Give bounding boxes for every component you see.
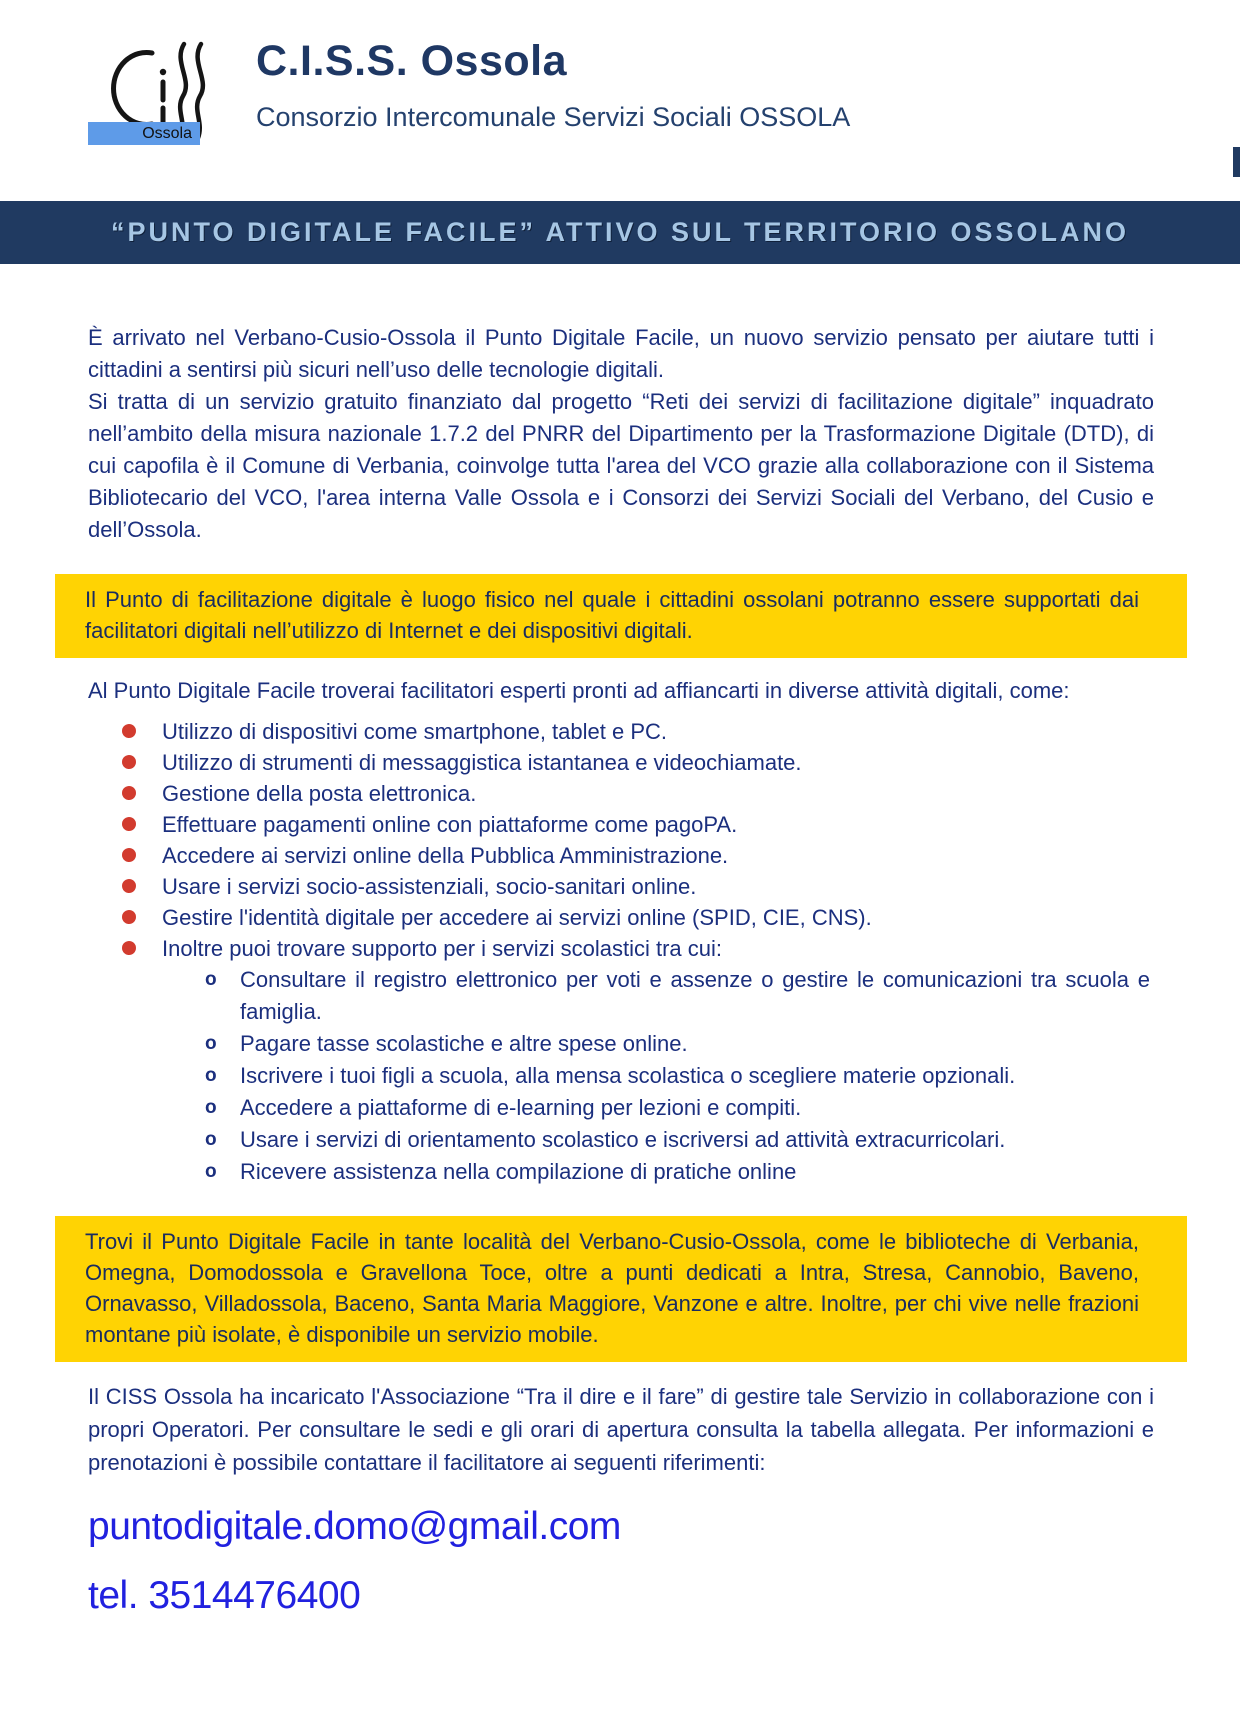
circle-marker-icon: o	[205, 1097, 217, 1118]
scan-artifact	[1233, 147, 1240, 177]
list-item	[122, 871, 1154, 902]
highlight-locations: Trovi il Punto Digitale Facile in tante località del Verbano-Cusio-Ossola, come le biblioteche di Verbania, Omegna, Domodossola e Gravellona Toce, oltre a punti dedicati a Intra, Stresa, Cannobio, Baveno, Ornavasso, Villadossola, Baceno, Santa Maria Maggiore, Vanzone e altre. Inoltre, per chi vive nelle frazioni montane più isolate, è disponibile un servizio mobile.	[55, 1216, 1187, 1362]
circle-marker-icon: o	[205, 1065, 217, 1086]
highlight-facilitation: Il Punto di facilitazione digitale è luogo fisico nel quale i cittadini ossolani potranno essere supportati dai facilitatori digitali nell’utilizzo di Internet e dei dispositivi digitali.	[55, 574, 1187, 658]
school-services-list	[88, 964, 1154, 1188]
list-item-text: Effettuare pagamenti online con piattaforme come pagoPA.	[162, 812, 738, 837]
list-item-text: Accedere a piattaforme di e-learning per lezioni e compiti.	[240, 1095, 802, 1120]
logo-caption-text: Ossola	[142, 124, 192, 142]
contact-phone: tel. 3514476400	[88, 1574, 361, 1617]
logo-caption	[88, 122, 200, 145]
list-item-text: Utilizzo di dispositivi come smartphone, tablet e PC.	[162, 719, 667, 744]
ciss-logo	[88, 38, 206, 145]
list-item-text: Pagare tasse scolastiche e altre spese online.	[240, 1031, 688, 1056]
list-item	[205, 1060, 1154, 1092]
list-item	[122, 840, 1154, 871]
document-body	[0, 264, 1240, 1618]
list-item	[205, 1156, 1154, 1188]
list-item	[122, 778, 1154, 809]
list-item-text: Utilizzo di strumenti di messaggistica istantanea e videochiamate.	[162, 750, 802, 775]
list-item	[122, 809, 1154, 840]
list-item-text: Accedere ai servizi online della Pubblica Amministrazione.	[162, 843, 729, 868]
bullet-icon	[122, 724, 136, 738]
circle-marker-icon: o	[205, 1033, 217, 1054]
list-item-text: Gestione della posta elettronica.	[162, 781, 477, 806]
list-item	[205, 1092, 1154, 1124]
header-text	[256, 38, 850, 133]
list-item	[205, 1028, 1154, 1060]
closing-paragraph: Il CISS Ossola ha incaricato l'Associazione “Tra il dire e il fare” di gestire tale Servizio in collaborazione con i propri Operatori. Per consultare le sedi e gli orari di apertura consulta la tabella allegata. Per informazioni e prenotazioni è possibile contattare il facilitatore ai seguenti riferimenti:	[88, 1384, 1154, 1475]
list-item	[205, 964, 1154, 1028]
headline-banner	[0, 201, 1240, 264]
document-header	[0, 0, 1240, 154]
list-item-text: Usare i servizi socio-assistenziali, socio-sanitari online.	[162, 874, 697, 899]
bullet-icon	[122, 848, 136, 862]
bullet-icon	[122, 817, 136, 831]
list-item	[122, 902, 1154, 933]
list-item-text: Inoltre puoi trovare supporto per i servizi scolastici tra cui:	[162, 936, 723, 961]
list-item-text: Iscrivere i tuoi figli a scuola, alla mensa scolastica o scegliere materie opzionali.	[240, 1063, 1016, 1088]
intro-paragraph-1: È arrivato nel Verbano-Cusio-Ossola il Punto Digitale Facile, un nuovo servizio pensato per aiutare tutti i cittadini a sentirsi più sicuri nell’uso delle tecnologie digitali.	[88, 325, 1154, 382]
list-item	[122, 716, 1154, 747]
bullet-icon	[122, 786, 136, 800]
circle-marker-icon: o	[205, 969, 217, 990]
list-item	[122, 747, 1154, 778]
org-title: C.I.S.S. Ossola	[256, 37, 567, 85]
list-item	[122, 933, 1154, 964]
contact-block	[88, 1505, 1154, 1618]
list-item-text: Consultare il registro elettronico per voti e assenze o gestire le comunicazioni tra scuola e famiglia.	[240, 967, 1150, 1024]
bullet-icon	[122, 941, 136, 955]
org-subtitle: Consorzio Intercomunale Servizi Sociali OSSOLA	[256, 102, 851, 132]
list-item-text: Gestire l'identità digitale per accedere ai servizi online (SPID, CIE, CNS).	[162, 905, 872, 930]
services-intro: Al Punto Digitale Facile troverai facilitatori esperti pronti ad affiancarti in diverse attività digitali, come:	[88, 678, 1070, 703]
digital-services-list	[88, 716, 1154, 964]
bullet-icon	[122, 755, 136, 769]
list-item-text: Usare i servizi di orientamento scolastico e iscriversi ad attività extracurricolari.	[240, 1127, 1006, 1152]
circle-marker-icon: o	[205, 1161, 217, 1182]
contact-email: puntodigitale.domo@gmail.com	[88, 1505, 621, 1548]
headline-title: “PUNTO DIGITALE FACILE” ATTIVO SUL TERRITORIO OSSOLANO	[110, 217, 1130, 247]
list-item	[205, 1124, 1154, 1156]
circle-marker-icon: o	[205, 1129, 217, 1150]
list-item-text: Ricevere assistenza nella compilazione di pratiche online	[240, 1159, 797, 1184]
bullet-icon	[122, 910, 136, 924]
intro-paragraph-2: Si tratta di un servizio gratuito finanziato dal progetto “Reti dei servizi di facilitazione digitale” inquadrato nell’ambito della misura nazionale 1.7.2 del PNRR del Dipartimento per la Trasformazione Digitale (DTD), di cui capofila è il Comune di Verbania, coinvolge tutta l'area del VCO grazie alla collaborazione con il Sistema Bibliotecario del VCO, l'area interna Valle Ossola e i Consorzi dei Servizi Sociali del Verbano, del Cusio e dell’Ossola.	[88, 389, 1154, 542]
bullet-icon	[122, 879, 136, 893]
